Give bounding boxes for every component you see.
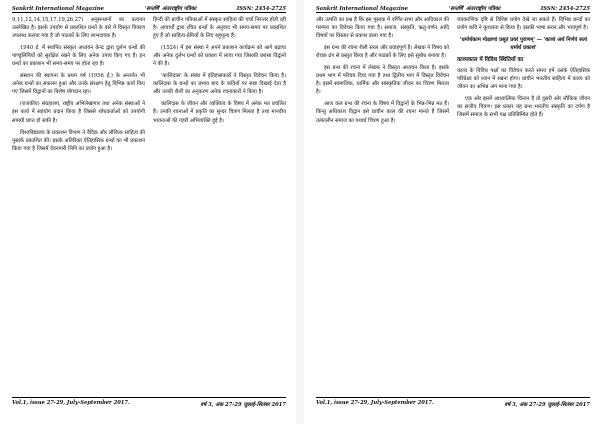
paragraph: (1524) में इस संस्था ने अपने प्रकाशन कार्यक्रम को आगे बढ़ाया और अनेक दुर्लभ ग्रन्थों को प्रकाश में लाया गया जिसकी प्रशंसा विद्वानों ने की है। xyxy=(153,45,286,68)
journal-title-hindi: 'सप्तर्षि' अंतरराष्ट्रीय पत्रिका xyxy=(448,6,501,12)
paragraph: 'कालिदास' के संबंध में इतिहासकारों ने विस्तृत विवेचन किया है। कालिदास के ग्रन्थों का प्रभाव बाद के कवियों पर स्पष्ट दिखाई देता है और उनकी शैली का अनुकरण अनेक रचनाकारों ने किया है। xyxy=(153,73,286,96)
paragraph: इस ग्रन्थ की रचना में लेखक ने विस्तृत अध्ययन किया है। इसके प्रथम भाग में परिचय दिया गया है तथा द्वितीय भाग में विस्तृत विवेचन है। इसमें सामाजिक, धार्मिक और सांस्कृतिक जीवन का चित्रण मिलता है। xyxy=(316,65,449,96)
text-column xyxy=(316,16,449,392)
page-footer xyxy=(316,397,590,408)
volume-info: Vol.1, issue 27-29, July-September 2017. xyxy=(12,400,130,406)
issn: ISSN: 2454-2725 xyxy=(540,6,590,12)
text-column xyxy=(153,16,286,392)
volume-info-hindi: वर्ष 3, अंक 27-29 जुलाई-सितंबर 2017 xyxy=(504,402,590,408)
text-column xyxy=(12,16,145,392)
page-header xyxy=(12,0,286,13)
page-gutter xyxy=(296,0,304,424)
text-column xyxy=(457,16,590,392)
paragraph: (राजकीय) संग्रहालय, राष्ट्रीय अभिलेखागार तथा अनेक संस्थाओं ने इस कार्य में सहयोग प्रदान किया है जिससे शोधकर्ताओं को उपयोगी सामग्री प्राप्त हो सकी है। xyxy=(12,101,145,124)
right-page xyxy=(304,0,600,424)
volume-info-hindi: वर्ष 3, अंक 27-29 जुलाई-सितंबर 2017 xyxy=(200,402,286,408)
paragraph: विश्वविद्यालय के प्रकाशन विभाग ने वैदिक और लौकिक साहित्य की पुस्तकें प्रकाशित कीं। इसके अतिरिक्त ऐतिहासिक ग्रन्थों का भी प्रकाशन किया गया है जिसमें देवनागरी लिपि का प्रयोग हुआ है। xyxy=(12,129,145,152)
paragraph: काव्य के विविध पक्षों का विवेचन करते समय हमें उसके ऐतिहासिक परिप्रेक्ष्य को ध्यान में रखना होगा। प्राचीन भारतीय साहित्य में काव्य को जीवन का अभिन्न अंग माना गया है। xyxy=(457,68,590,91)
page-header xyxy=(316,0,590,13)
left-page xyxy=(0,0,296,424)
journal-title: Sankrit International Magazine xyxy=(316,6,408,12)
paragraph: एक ओर इसमें आध्यात्मिक चिन्तन है तो दूसरी ओर लौकिक जीवन का सजीव चित्रण। इस प्रकार यह ग्रन्थ भारतीय संस्कृति का दर्पण है जिसमें समाज के सभी पक्ष प्रतिबिम्बित होते हैं। xyxy=(457,96,590,119)
paragraph: संस्थान की स्थापना के प्रथम वर्ष (1956 ई.) के अन्तर्गत भी अनेक ग्रन्थों का संकलन हुआ और उनके संरक्षण हेतु विभिन्न कार्य किए गए जिसमें विद्वानों का विशेष योगदान रहा। xyxy=(12,73,145,96)
journal-title-hindi: 'सप्तर्षि' अंतरराष्ट्रीय पत्रिका xyxy=(144,6,197,12)
paragraph: 9,11,12,14,15,17,19,26,27) अनुसन्धानों का प्रत्ययन उल्लेखित है। इसके उपयोग से प्रकाशित ग्रन्थों के बारे में विस्तृत विवरण उपलब्ध कराया गया है जो पाठकों के लिए लाभदायक है। xyxy=(12,17,145,40)
issn: ISSN: 2454-2725 xyxy=(236,6,286,12)
section-heading: काव्यकाल में विविध स्थितियों का xyxy=(457,57,524,64)
paragraph: आज कल ग्रन्थ की रचना के विषय में विद्वानों के भिन्न-भिन्न मत हैं। किन्तु अधिकांश विद्वान इसे प्राचीन काल की रचना मानते हैं जिसमें तत्कालीन समाज का यथार्थ चित्रण हुआ है। xyxy=(316,101,449,124)
journal-title: Sankrit International Magazine xyxy=(12,6,104,12)
paragraph: कालिदास के जीवन और व्यक्तित्व के विषय में अनेक मत प्रचलित हैं। उनकी रचनाओं में प्रकृति का सुन्दर चित्रण मिलता है तथा मानवीय भावनाओं की गहरी अभिव्यक्ति हुई है। xyxy=(153,101,286,124)
paragraph: व्याकरणिक दृष्टि से विशिष्ट प्रयोग देखे जा सकते हैं। विभिन्न छन्दों का प्रयोग कवि ने कुशलता से किया है। इसकी भाषा सरल और भावपूर्ण है। xyxy=(457,17,590,32)
paragraph: 1940 ई. में स्थापित संस्कृत अध्ययन केन्द्र द्वारा दुर्लभ ग्रन्थों की पाण्डुलिपियों को सुरक्षित रखने के लिए अनेक उपाय किए गए हैं। इन ग्रन्थों का प्रकाशन भी समय-समय पर होता रहा है। xyxy=(12,45,145,68)
verse-quote: 'धर्मार्थकाम मोक्षाणां प्रसूतं प्रवरं पुराणम्' — 'काव्यं अर्थ निर्णयं सत्यं धर्मार्थ प्रकाशं' xyxy=(459,37,588,52)
page-footer xyxy=(12,397,286,408)
volume-info: Vol.1, issue 27-29, July-September 2017. xyxy=(316,400,434,406)
paragraph: और उत्पत्ति का प्रश्न है कि इस पुस्तक में वर्णित सभा और आदिकाल की परम्परा का विवेचन किया गया है। समाज, संस्कृति, ऋतु-वर्णन आदि विषयों पर विस्तार से प्रकाश डाला गया है। xyxy=(316,17,449,40)
paragraph: इस ग्रन्थ की रचना शैली सरल और प्रवाहपूर्ण है। लेखक ने विषय को रोचक ढंग से प्रस्तुत किया है और पाठकों के लिए इसे सुबोध बनाया है। xyxy=(316,45,449,60)
paragraph: हिन्दी की प्राचीन पत्रिकाओं में संस्कृत साहित्य की चर्चा निरन्तर होती रही है। आचार्यों द्वारा रचित ग्रन्थों के अनुवाद भी समय-समय पर प्रकाशित हुए हैं जो साहित्य-प्रेमियों के लिए बहुमूल्य हैं। xyxy=(153,17,286,40)
